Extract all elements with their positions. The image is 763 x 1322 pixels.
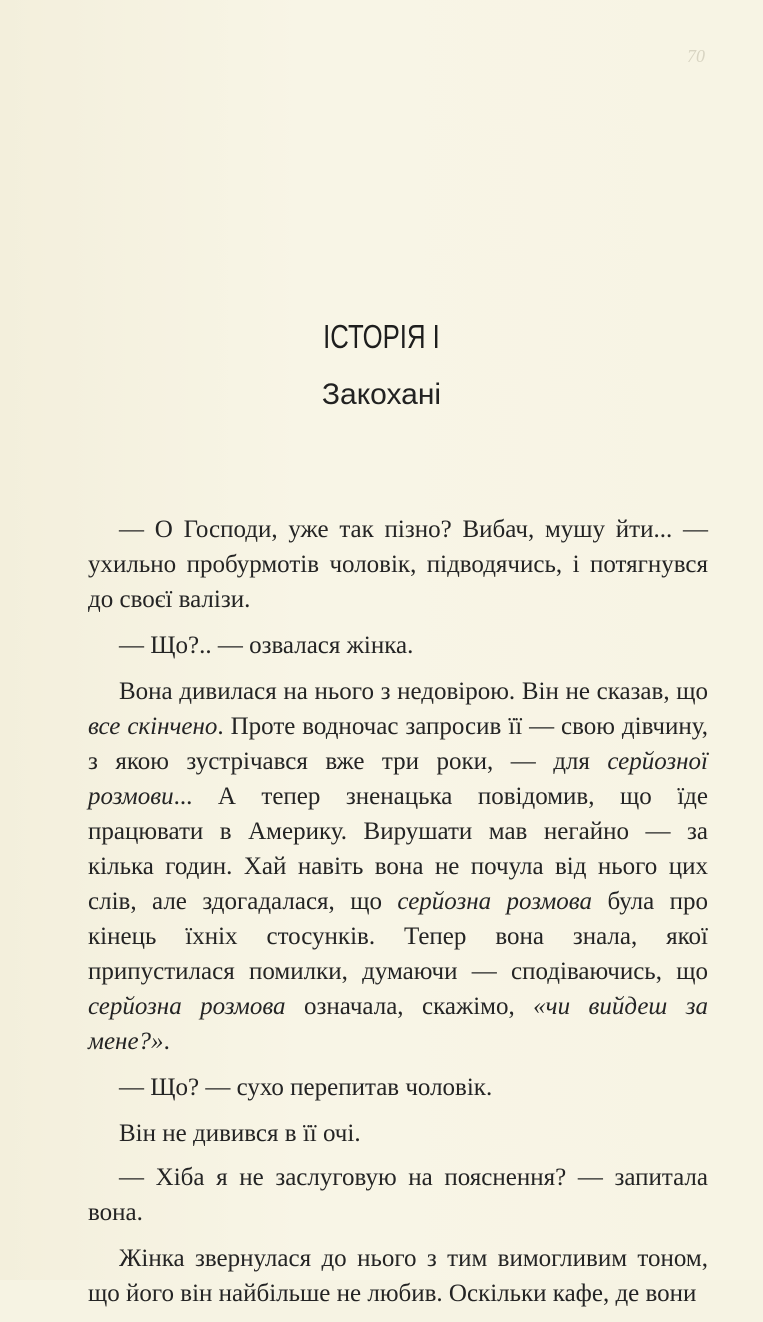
text-run: — Хіба я не заслуговую на пояснення? — запитала вона. (88, 1164, 708, 1226)
paragraph-4 (88, 1070, 708, 1105)
page-number: 70 (687, 46, 705, 66)
paragraph-5 (88, 1116, 708, 1151)
story-title: Закохані (321, 378, 442, 411)
text-run: була про кінець їхніх стосунків. Тепер вона знала, якої припустилася помилки, думаючи — сподіваючись, що (88, 888, 708, 985)
text-run: Він не дивився в її очі. (119, 1120, 361, 1147)
text-run: — Що?.. — озвалася жінка. (119, 632, 414, 659)
paragraph-3 (88, 674, 708, 1059)
paragraph-2 (88, 628, 708, 663)
italic-phrase: серйозна розмова (88, 993, 286, 1020)
italic-phrase: все скінчено (88, 713, 218, 740)
text-run: — О Господи, уже так пізно? Вибач, мушу йти... — ухильно пробурмотів чоловік, підводячись, і потягнувся до своєї валізи. (88, 516, 708, 613)
text-run: ... А тепер зненацька повідомив, що їде працювати в Америку. Вирушати мав негайно — за кілька годин. Хай навіть вона не почула від нього цих слів, але здогадалася, що (88, 783, 708, 915)
italic-phrase: «чи вийдеш за мене?» (88, 993, 708, 1055)
paragraph-7 (88, 1241, 708, 1311)
text-run: . (163, 1028, 170, 1055)
text-run: Вона дивилася на нього з недовірою. Він не сказав, що (119, 678, 708, 705)
paragraph-1 (88, 512, 708, 617)
text-run: означала, скажімо, (285, 993, 534, 1020)
body-text (88, 512, 708, 1322)
story-heading: ІСТОРІЯ І (323, 318, 440, 355)
text-run: Жінка звернулася до нього з тим вимогливим тоном, що його він найбільше не любив. Оскільки кафе, де вони (88, 1245, 708, 1307)
text-run: — Що? — сухо перепитав чоловік. (119, 1074, 493, 1101)
text-run: . Проте водночас запросив її — свою дівчину, з якою зустрічався вже три роки, — для (88, 713, 708, 775)
italic-phrase: серйозної розмови (88, 748, 708, 810)
paragraph-6 (88, 1160, 708, 1230)
italic-phrase: серйозна розмова (397, 888, 592, 915)
